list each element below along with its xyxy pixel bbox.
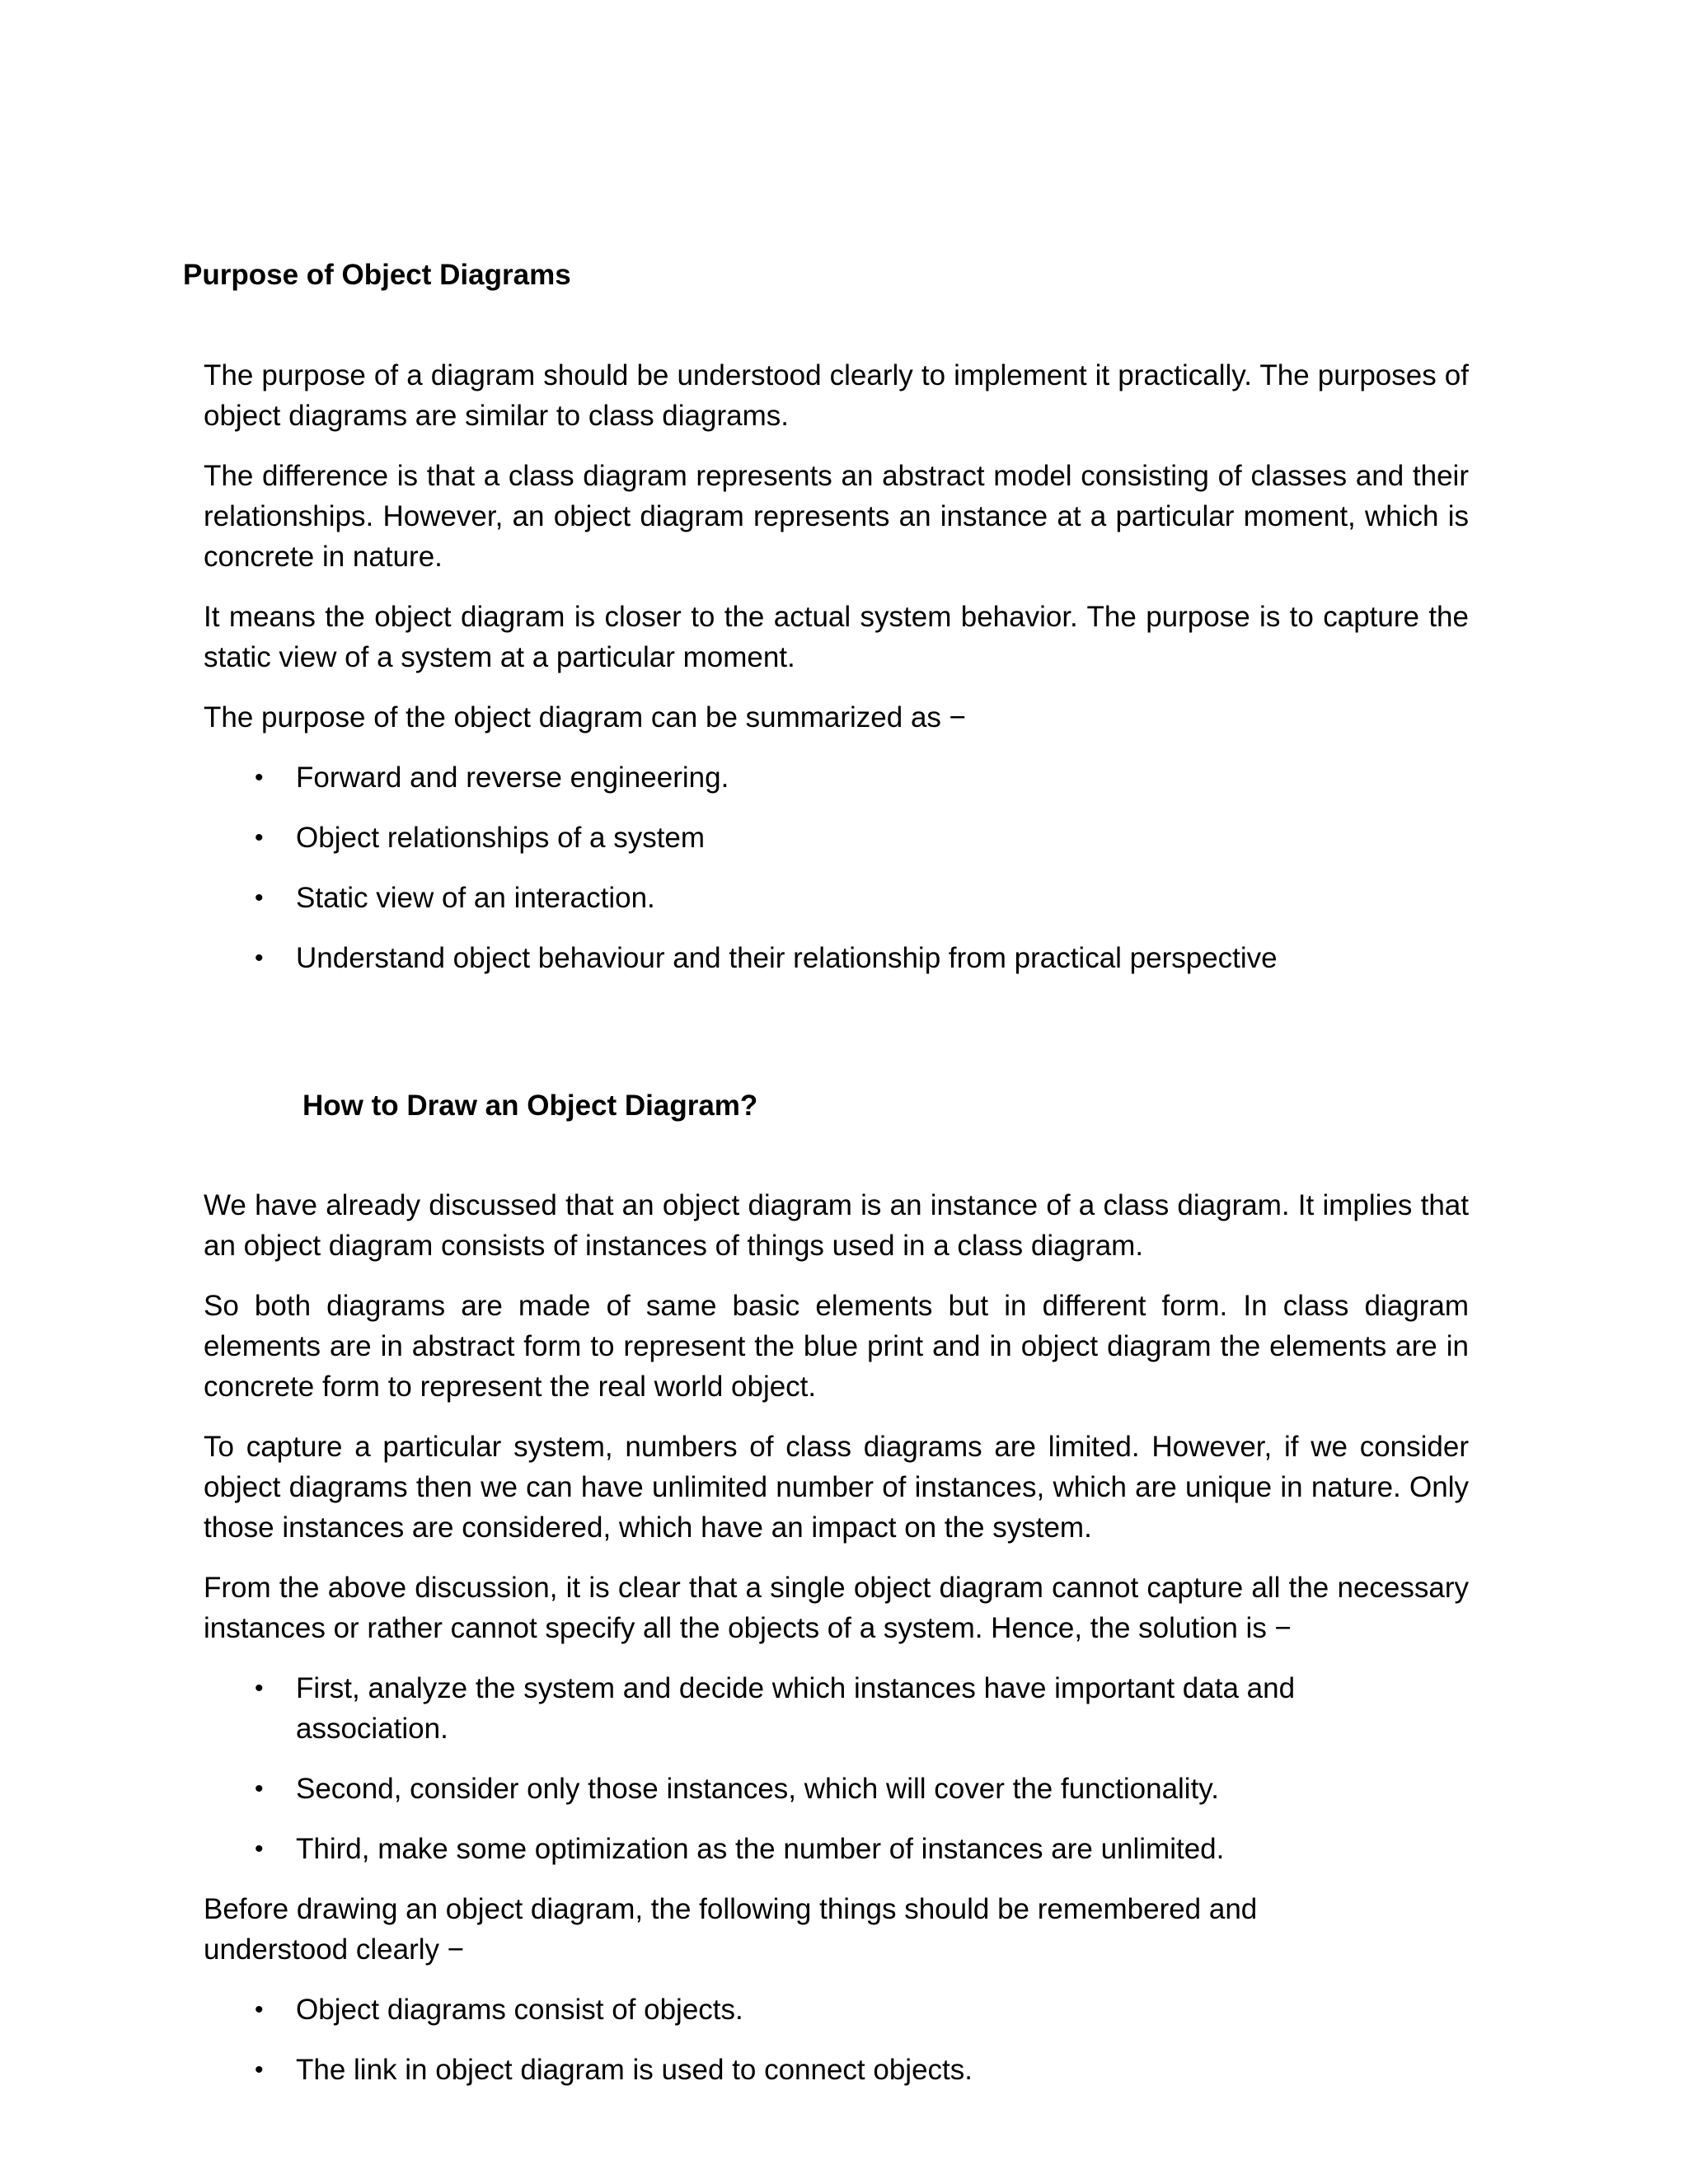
paragraph: So both diagrams are made of same basic elements but in different form. In class diagram elements are in abstract form to represent the blue print and in object diagram the elements are in concrete form to represent the real world object. bbox=[204, 1290, 1469, 1403]
section-heading-purpose: Purpose of Object Diagrams bbox=[183, 259, 571, 291]
bullet-icon: • bbox=[255, 1996, 264, 2023]
list-item bbox=[204, 818, 1469, 858]
list-item bbox=[204, 878, 1469, 918]
paragraph: To capture a particular system, numbers of class diagrams are limited. However, if we consider object diagrams then we can have unlimited number of instances, which are unique in nature. Only those instances are considered, which have an impact on the system. bbox=[204, 1431, 1469, 1544]
bullet-icon: • bbox=[255, 2056, 264, 2083]
section-heading-how-to-draw: How to Draw an Object Diagram? bbox=[302, 1090, 758, 1122]
paragraph: It means the object diagram is closer to the actual system behavior. The purpose is to capture the static view of a system at a particular moment. bbox=[204, 601, 1469, 673]
list-item bbox=[204, 938, 1469, 978]
list-item bbox=[204, 1990, 1469, 2030]
paragraph: The purpose of a diagram should be understood clearly to implement it practically. The purposes of object diagrams are similar to class diagrams. bbox=[204, 359, 1469, 432]
bullet-icon: • bbox=[255, 1775, 264, 1802]
list-item-text: Second, consider only those instances, which will cover the functionality. bbox=[296, 1773, 1219, 1805]
paragraph: The purpose of the object diagram can be summarized as − bbox=[204, 701, 967, 733]
paragraph: From the above discussion, it is clear that a single object diagram cannot capture all the necessary instances or rather cannot specify all the objects of a system. Hence, the solution is − bbox=[204, 1572, 1469, 1644]
list-item bbox=[204, 1668, 1469, 1749]
list-item bbox=[204, 2050, 1469, 2090]
how-to-draw-section-body bbox=[204, 1185, 1469, 2110]
paragraph: Before drawing an object diagram, the following things should be remembered and understood clearly − bbox=[204, 1893, 1258, 1966]
list-item-text: The link in object diagram is used to connect objects. bbox=[296, 2054, 973, 2086]
purpose-section-body bbox=[204, 355, 1469, 998]
list-item-text: Object diagrams consist of objects. bbox=[296, 1994, 743, 2026]
remember-list bbox=[204, 1990, 1469, 2090]
bullet-icon: • bbox=[255, 884, 264, 912]
solution-list bbox=[204, 1668, 1469, 1869]
purpose-list bbox=[204, 757, 1469, 978]
bullet-icon: • bbox=[255, 1835, 264, 1863]
list-item bbox=[204, 757, 1469, 798]
list-item-text: Understand object behaviour and their relationship from practical perspective bbox=[296, 942, 1278, 974]
bullet-icon: • bbox=[255, 1675, 264, 1702]
list-item bbox=[204, 1829, 1469, 1869]
list-item bbox=[204, 1769, 1469, 1809]
bullet-icon: • bbox=[255, 824, 264, 851]
list-item-text: Third, make some optimization as the number of instances are unlimited. bbox=[296, 1833, 1225, 1865]
paragraph: We have already discussed that an object diagram is an instance of a class diagram. It implies that an object diagram consists of instances of things used in a class diagram. bbox=[204, 1189, 1469, 1262]
list-item-text: Forward and reverse engineering. bbox=[296, 762, 729, 794]
list-item-text: Object relationships of a system bbox=[296, 822, 706, 854]
list-item-text: First, analyze the system and decide which instances have important data and association. bbox=[296, 1672, 1296, 1745]
bullet-icon: • bbox=[255, 764, 264, 791]
paragraph: The difference is that a class diagram represents an abstract model consisting of classes and their relationships. However, an object diagram represents an instance at a particular moment, which is concrete in nature. bbox=[204, 460, 1469, 573]
list-item-text: Static view of an interaction. bbox=[296, 882, 655, 914]
bullet-icon: • bbox=[255, 944, 264, 972]
